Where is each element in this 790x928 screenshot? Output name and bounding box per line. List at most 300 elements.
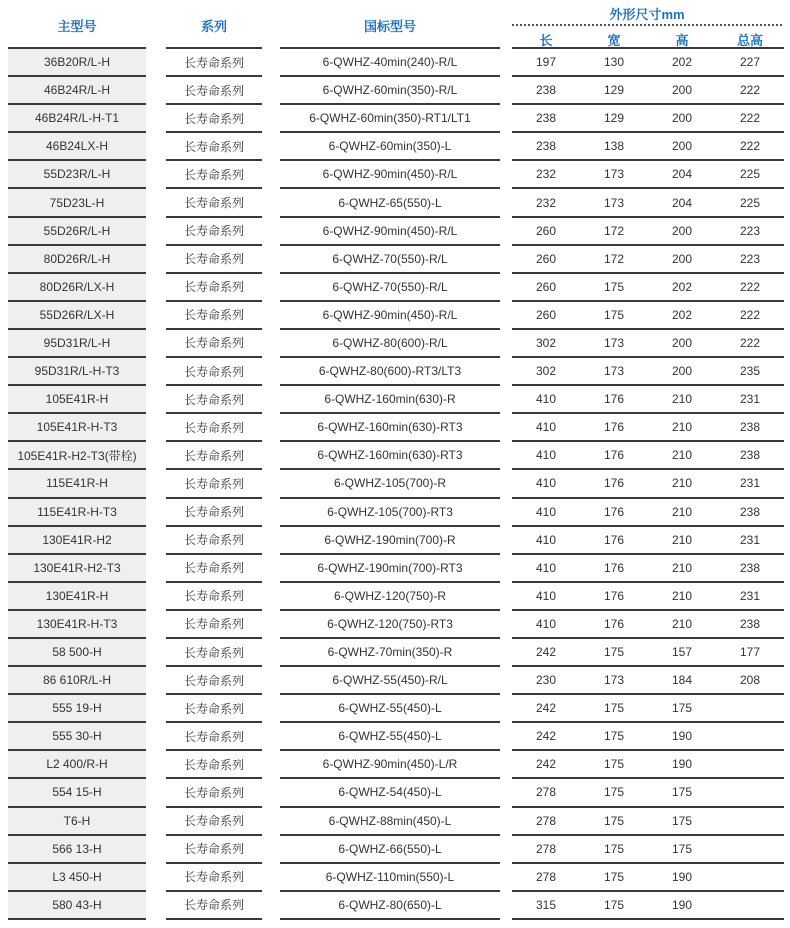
spacer <box>500 468 512 496</box>
cell-model: 55D26R/LX-H <box>8 300 146 328</box>
spacer <box>146 300 166 328</box>
table-row <box>0 693 784 721</box>
cell-width: 175 <box>580 749 648 777</box>
cell-model: 46B24R/L-H <box>8 75 146 103</box>
spacer <box>0 216 8 244</box>
table-row <box>0 637 784 665</box>
cell-width: 173 <box>580 665 648 693</box>
spacer <box>500 356 512 384</box>
cell-height: 210 <box>648 412 716 440</box>
spacer <box>0 637 8 665</box>
cell-width: 173 <box>580 159 648 187</box>
cell-width: 176 <box>580 412 648 440</box>
cell-width: 176 <box>580 440 648 468</box>
table-row <box>0 47 784 75</box>
cell-height: 210 <box>648 525 716 553</box>
cell-model: 130E41R-H <box>8 581 146 609</box>
spacer <box>500 159 512 187</box>
cell-length: 242 <box>512 749 580 777</box>
cell-series: 长寿命系列 <box>166 777 262 805</box>
cell-length: 238 <box>512 103 580 131</box>
spacer <box>262 721 280 749</box>
spacer <box>146 328 166 356</box>
spacer <box>500 890 512 920</box>
spacer <box>262 665 280 693</box>
cell-model: 75D23L-H <box>8 187 146 215</box>
cell-national-model: 6-QWHZ-90min(450)-R/L <box>280 159 500 187</box>
cell-total-height: 223 <box>716 244 784 272</box>
header-width: 宽 <box>607 33 621 48</box>
cell-total-height: 208 <box>716 665 784 693</box>
spacer <box>0 693 8 721</box>
cell-total-height: 231 <box>716 384 784 412</box>
table-row <box>0 497 784 525</box>
spacer <box>146 581 166 609</box>
spacer <box>262 328 280 356</box>
cell-total-height <box>716 749 784 777</box>
table-row <box>0 440 784 468</box>
spacer <box>500 721 512 749</box>
spacer <box>0 749 8 777</box>
cell-series: 长寿命系列 <box>166 581 262 609</box>
cell-total-height: 231 <box>716 525 784 553</box>
cell-total-height: 222 <box>716 272 784 300</box>
header-height: 高 <box>675 33 689 48</box>
cell-model: 130E41R-H2 <box>8 525 146 553</box>
cell-national-model: 6-QWHZ-66(550)-L <box>280 834 500 862</box>
spacer <box>146 356 166 384</box>
cell-height: 200 <box>648 328 716 356</box>
cell-model: 555 30-H <box>8 721 146 749</box>
cell-national-model: 6-QWHZ-65(550)-L <box>280 187 500 215</box>
cell-width: 175 <box>580 890 648 920</box>
spacer <box>262 693 280 721</box>
cell-length: 260 <box>512 272 580 300</box>
cell-series: 长寿命系列 <box>166 749 262 777</box>
cell-width: 176 <box>580 468 648 496</box>
spacer <box>0 440 8 468</box>
cell-series: 长寿命系列 <box>166 328 262 356</box>
spacer <box>500 300 512 328</box>
cell-total-height <box>716 806 784 834</box>
spacer <box>262 75 280 103</box>
table-row <box>0 862 784 890</box>
cell-height: 210 <box>648 609 716 637</box>
cell-total-height: 223 <box>716 216 784 244</box>
cell-total-height: 227 <box>716 47 784 75</box>
spacer <box>262 749 280 777</box>
spacer <box>262 609 280 637</box>
cell-length: 278 <box>512 834 580 862</box>
spacer <box>500 834 512 862</box>
spacer <box>146 384 166 412</box>
cell-width: 175 <box>580 693 648 721</box>
table-row <box>0 328 784 356</box>
cell-national-model: 6-QWHZ-190min(700)-RT3 <box>280 553 500 581</box>
spacer <box>146 525 166 553</box>
cell-total-height: 222 <box>716 103 784 131</box>
cell-height: 202 <box>648 272 716 300</box>
cell-width: 176 <box>580 525 648 553</box>
spacer <box>500 384 512 412</box>
cell-width: 176 <box>580 581 648 609</box>
spacer <box>500 216 512 244</box>
spacer <box>500 497 512 525</box>
cell-height: 200 <box>648 103 716 131</box>
cell-series: 长寿命系列 <box>166 272 262 300</box>
cell-width: 129 <box>580 75 648 103</box>
spacer <box>500 553 512 581</box>
cell-height: 210 <box>648 468 716 496</box>
cell-series: 长寿命系列 <box>166 412 262 440</box>
cell-total-height: 222 <box>716 328 784 356</box>
spacer <box>0 131 8 159</box>
cell-total-height: 231 <box>716 581 784 609</box>
cell-model: L2 400/R-H <box>8 749 146 777</box>
spacer <box>500 806 512 834</box>
cell-series: 长寿命系列 <box>166 890 262 920</box>
cell-national-model: 6-QWHZ-40min(240)-R/L <box>280 47 500 75</box>
cell-width: 175 <box>580 637 648 665</box>
cell-height: 190 <box>648 890 716 920</box>
cell-height: 210 <box>648 581 716 609</box>
cell-total-height: 222 <box>716 131 784 159</box>
cell-series: 长寿命系列 <box>166 159 262 187</box>
cell-width: 176 <box>580 553 648 581</box>
spacer <box>0 328 8 356</box>
cell-national-model: 6-QWHZ-70(550)-R/L <box>280 272 500 300</box>
table-row <box>0 103 784 131</box>
cell-series: 长寿命系列 <box>166 693 262 721</box>
spacer <box>262 103 280 131</box>
header-total-height: 总高 <box>736 33 763 48</box>
table-row <box>0 834 784 862</box>
spacer <box>146 216 166 244</box>
spacer <box>146 159 166 187</box>
spacer <box>262 890 280 920</box>
dotted-divider <box>512 24 782 26</box>
cell-length: 232 <box>512 159 580 187</box>
cell-national-model: 6-QWHZ-160min(630)-R <box>280 384 500 412</box>
cell-length: 232 <box>512 187 580 215</box>
cell-series: 长寿命系列 <box>166 440 262 468</box>
cell-series: 长寿命系列 <box>166 75 262 103</box>
cell-height: 184 <box>648 665 716 693</box>
cell-model: 554 15-H <box>8 777 146 805</box>
cell-series: 长寿命系列 <box>166 834 262 862</box>
cell-length: 410 <box>512 384 580 412</box>
cell-height: 200 <box>648 356 716 384</box>
spacer <box>146 721 166 749</box>
cell-length: 410 <box>512 609 580 637</box>
cell-national-model: 6-QWHZ-160min(630)-RT3 <box>280 412 500 440</box>
spacer <box>500 187 512 215</box>
cell-model: 46B24LX-H <box>8 131 146 159</box>
cell-model: 80D26R/L-H <box>8 244 146 272</box>
cell-series: 长寿命系列 <box>166 356 262 384</box>
spacer <box>500 749 512 777</box>
cell-length: 230 <box>512 665 580 693</box>
spacer <box>0 159 8 187</box>
cell-total-height <box>716 693 784 721</box>
table-row <box>0 581 784 609</box>
cell-length: 242 <box>512 693 580 721</box>
spacer <box>0 665 8 693</box>
cell-total-height: 238 <box>716 497 784 525</box>
cell-height: 210 <box>648 440 716 468</box>
cell-model: T6-H <box>8 806 146 834</box>
cell-national-model: 6-QWHZ-60min(350)-RT1/LT1 <box>280 103 500 131</box>
cell-width: 130 <box>580 47 648 75</box>
spacer <box>0 300 8 328</box>
cell-total-height <box>716 721 784 749</box>
cell-model: 105E41R-H-T3 <box>8 412 146 440</box>
cell-national-model: 6-QWHZ-70min(350)-R <box>280 637 500 665</box>
cell-height: 202 <box>648 300 716 328</box>
spacer <box>0 525 8 553</box>
cell-total-height: 238 <box>716 609 784 637</box>
cell-length: 260 <box>512 244 580 272</box>
spacer <box>262 216 280 244</box>
cell-total-height: 238 <box>716 553 784 581</box>
cell-length: 410 <box>512 553 580 581</box>
header-model: 主型号 <box>57 19 97 34</box>
spacer <box>0 272 8 300</box>
cell-model: 115E41R-H <box>8 468 146 496</box>
cell-height: 175 <box>648 777 716 805</box>
table-row <box>0 806 784 834</box>
cell-width: 173 <box>580 187 648 215</box>
cell-national-model: 6-QWHZ-80(600)-R/L <box>280 328 500 356</box>
cell-length: 410 <box>512 412 580 440</box>
spacer <box>0 412 8 440</box>
cell-length: 410 <box>512 497 580 525</box>
cell-series: 长寿命系列 <box>166 216 262 244</box>
cell-national-model: 6-QWHZ-90min(450)-R/L <box>280 300 500 328</box>
cell-width: 173 <box>580 328 648 356</box>
cell-height: 204 <box>648 187 716 215</box>
cell-length: 260 <box>512 300 580 328</box>
spacer <box>500 609 512 637</box>
cell-model: 80D26R/LX-H <box>8 272 146 300</box>
cell-length: 278 <box>512 862 580 890</box>
cell-national-model: 6-QWHZ-55(450)-L <box>280 721 500 749</box>
table-row <box>0 777 784 805</box>
spacer <box>500 637 512 665</box>
cell-national-model: 6-QWHZ-80(650)-L <box>280 890 500 920</box>
spacer <box>262 553 280 581</box>
cell-height: 200 <box>648 75 716 103</box>
spacer <box>500 440 512 468</box>
cell-length: 410 <box>512 440 580 468</box>
cell-model: 105E41R-H2-T3(带栓) <box>8 440 146 468</box>
cell-length: 302 <box>512 328 580 356</box>
spacer <box>146 862 166 890</box>
spacer <box>0 581 8 609</box>
spacer <box>262 440 280 468</box>
cell-national-model: 6-QWHZ-120(750)-R <box>280 581 500 609</box>
cell-series: 长寿命系列 <box>166 187 262 215</box>
spacer <box>146 272 166 300</box>
table-row <box>0 300 784 328</box>
spacer <box>500 47 512 75</box>
spacer <box>0 777 8 805</box>
cell-national-model: 6-QWHZ-160min(630)-RT3 <box>280 440 500 468</box>
spacer <box>262 581 280 609</box>
cell-width: 173 <box>580 356 648 384</box>
spacer <box>146 412 166 440</box>
cell-height: 210 <box>648 384 716 412</box>
cell-model: 566 13-H <box>8 834 146 862</box>
cell-total-height: 177 <box>716 637 784 665</box>
spacer <box>146 806 166 834</box>
cell-model: 115E41R-H-T3 <box>8 497 146 525</box>
cell-model: 130E41R-H2-T3 <box>8 553 146 581</box>
cell-national-model: 6-QWHZ-60min(350)-R/L <box>280 75 500 103</box>
cell-national-model: 6-QWHZ-90min(450)-R/L <box>280 216 500 244</box>
table-row <box>0 187 784 215</box>
spacer <box>500 412 512 440</box>
cell-model: 58 500-H <box>8 637 146 665</box>
cell-series: 长寿命系列 <box>166 665 262 693</box>
spacer <box>500 665 512 693</box>
cell-series: 长寿命系列 <box>166 553 262 581</box>
spacer <box>500 244 512 272</box>
header-national-model: 国标型号 <box>363 19 416 34</box>
cell-model: 130E41R-H-T3 <box>8 609 146 637</box>
spacer <box>500 862 512 890</box>
spacer <box>262 834 280 862</box>
spacer <box>262 244 280 272</box>
cell-total-height: 222 <box>716 75 784 103</box>
cell-length: 278 <box>512 777 580 805</box>
spacer <box>146 637 166 665</box>
cell-total-height: 238 <box>716 412 784 440</box>
cell-model: 95D31R/L-H-T3 <box>8 356 146 384</box>
spacer <box>146 834 166 862</box>
cell-width: 175 <box>580 721 648 749</box>
cell-width: 175 <box>580 806 648 834</box>
cell-series: 长寿命系列 <box>166 721 262 749</box>
table-row <box>0 75 784 103</box>
spacer <box>146 553 166 581</box>
cell-national-model: 6-QWHZ-70(550)-R/L <box>280 244 500 272</box>
cell-length: 410 <box>512 581 580 609</box>
cell-model: 580 43-H <box>8 890 146 920</box>
cell-length: 238 <box>512 75 580 103</box>
cell-total-height: 222 <box>716 300 784 328</box>
spacer <box>146 187 166 215</box>
cell-total-height: 231 <box>716 468 784 496</box>
cell-width: 175 <box>580 834 648 862</box>
cell-national-model: 6-QWHZ-55(450)-R/L <box>280 665 500 693</box>
cell-series: 长寿命系列 <box>166 806 262 834</box>
cell-length: 302 <box>512 356 580 384</box>
spacer <box>146 609 166 637</box>
spacer <box>500 131 512 159</box>
spacer <box>146 244 166 272</box>
cell-national-model: 6-QWHZ-54(450)-L <box>280 777 500 805</box>
cell-width: 176 <box>580 384 648 412</box>
cell-height: 204 <box>648 159 716 187</box>
cell-width: 129 <box>580 103 648 131</box>
cell-series: 长寿命系列 <box>166 468 262 496</box>
cell-series: 长寿命系列 <box>166 609 262 637</box>
spacer <box>0 834 8 862</box>
cell-model: 55D23R/L-H <box>8 159 146 187</box>
cell-national-model: 6-QWHZ-55(450)-L <box>280 693 500 721</box>
cell-width: 172 <box>580 244 648 272</box>
spacer <box>500 693 512 721</box>
cell-height: 157 <box>648 637 716 665</box>
cell-width: 138 <box>580 131 648 159</box>
spacer <box>146 47 166 75</box>
spacer <box>0 862 8 890</box>
cell-total-height: 235 <box>716 356 784 384</box>
spacer <box>262 300 280 328</box>
cell-height: 200 <box>648 244 716 272</box>
cell-height: 190 <box>648 862 716 890</box>
cell-height: 210 <box>648 497 716 525</box>
table-row <box>0 272 784 300</box>
cell-length: 238 <box>512 131 580 159</box>
cell-length: 410 <box>512 525 580 553</box>
spacer <box>146 440 166 468</box>
cell-national-model: 6-QWHZ-190min(700)-R <box>280 525 500 553</box>
spacer <box>0 721 8 749</box>
spacer <box>146 497 166 525</box>
table-row <box>0 721 784 749</box>
cell-total-height <box>716 862 784 890</box>
cell-series: 长寿命系列 <box>166 637 262 665</box>
cell-height: 210 <box>648 553 716 581</box>
cell-length: 278 <box>512 806 580 834</box>
spacer <box>500 581 512 609</box>
cell-width: 172 <box>580 216 648 244</box>
table-row <box>0 356 784 384</box>
spacer <box>262 862 280 890</box>
table-row <box>0 749 784 777</box>
spacer <box>262 356 280 384</box>
cell-height: 175 <box>648 693 716 721</box>
spacer <box>262 272 280 300</box>
spacer <box>0 609 8 637</box>
spacer <box>0 468 8 496</box>
spacer <box>0 47 8 75</box>
header-series: 系列 <box>200 19 227 34</box>
cell-series: 长寿命系列 <box>166 244 262 272</box>
cell-length: 315 <box>512 890 580 920</box>
spacer <box>146 131 166 159</box>
cell-model: 105E41R-H <box>8 384 146 412</box>
spacer <box>146 468 166 496</box>
cell-national-model: 6-QWHZ-80(600)-RT3/LT3 <box>280 356 500 384</box>
spacer <box>500 328 512 356</box>
table-row <box>0 412 784 440</box>
spacer <box>262 131 280 159</box>
table-row <box>0 384 784 412</box>
spacer <box>146 777 166 805</box>
spacer <box>262 159 280 187</box>
cell-national-model: 6-QWHZ-90min(450)-L/R <box>280 749 500 777</box>
spacer <box>262 468 280 496</box>
table-row <box>0 159 784 187</box>
spacer <box>0 103 8 131</box>
cell-model: 55D26R/L-H <box>8 216 146 244</box>
spacer <box>0 890 8 920</box>
cell-height: 190 <box>648 749 716 777</box>
cell-width: 175 <box>580 272 648 300</box>
